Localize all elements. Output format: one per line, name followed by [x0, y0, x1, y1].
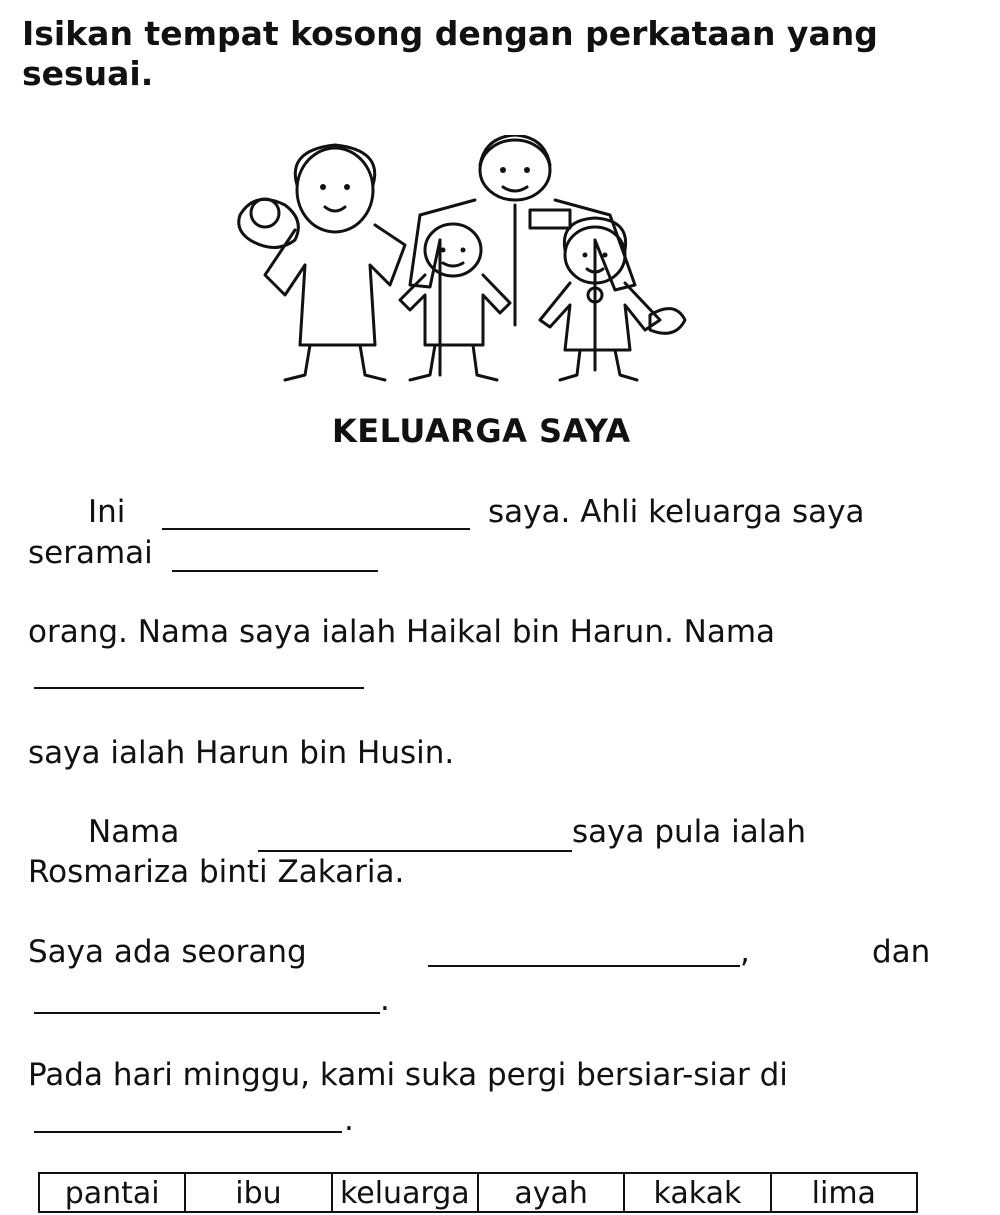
passage-text-seramai: seramai	[28, 535, 153, 571]
passage-text-p1-after: saya. Ahli keluarga saya	[488, 494, 865, 530]
family-drawing-icon	[225, 135, 705, 385]
blank-1[interactable]	[162, 528, 470, 530]
period: .	[380, 982, 390, 1018]
father-figure	[410, 135, 635, 375]
blank-3[interactable]	[34, 687, 364, 689]
word-bank-item[interactable]: keluarga	[333, 1174, 479, 1211]
passage-text-p6: Pada hari minggu, kami suka pergi bersiar-siar di	[28, 1057, 788, 1093]
blank-2[interactable]	[172, 570, 378, 572]
word-bank-item[interactable]: ibu	[186, 1174, 332, 1211]
blank-6[interactable]	[34, 1012, 380, 1014]
blank-7[interactable]	[34, 1131, 342, 1133]
passage-text-nama: Nama	[88, 814, 180, 850]
word-bank-item[interactable]: lima	[811, 1176, 876, 1211]
word-bank	[38, 1172, 918, 1213]
passage-text-p3: saya ialah Harun bin Husin.	[28, 735, 455, 771]
blank-5[interactable]	[428, 965, 740, 967]
passage-text-ini: Ini	[88, 494, 126, 530]
passage-text-p4-after: saya pula ialah	[572, 814, 806, 850]
passage-text-p2: orang. Nama saya ialah Haikal bin Harun. Nama	[28, 614, 776, 650]
period: .	[344, 1102, 354, 1138]
instruction-line-2: sesuai.	[22, 54, 154, 93]
passage-text-p5: Saya ada seorang	[28, 934, 307, 970]
passage-text-p4-line2: Rosmariza binti Zakaria.	[28, 854, 405, 890]
word-bank-item[interactable]: pantai	[40, 1174, 186, 1211]
instruction-line-1: Isikan tempat kosong dengan perkataan yang	[22, 14, 878, 53]
girl-figure	[540, 218, 685, 380]
worksheet-title: KELUARGA SAYA	[332, 412, 631, 450]
word-bank-item[interactable]: kakak	[625, 1174, 771, 1211]
comma: ,	[740, 934, 750, 970]
word-bank-item[interactable]: ayah	[479, 1174, 625, 1211]
mother-figure	[239, 145, 405, 380]
passage-text-dan: dan	[872, 934, 931, 970]
